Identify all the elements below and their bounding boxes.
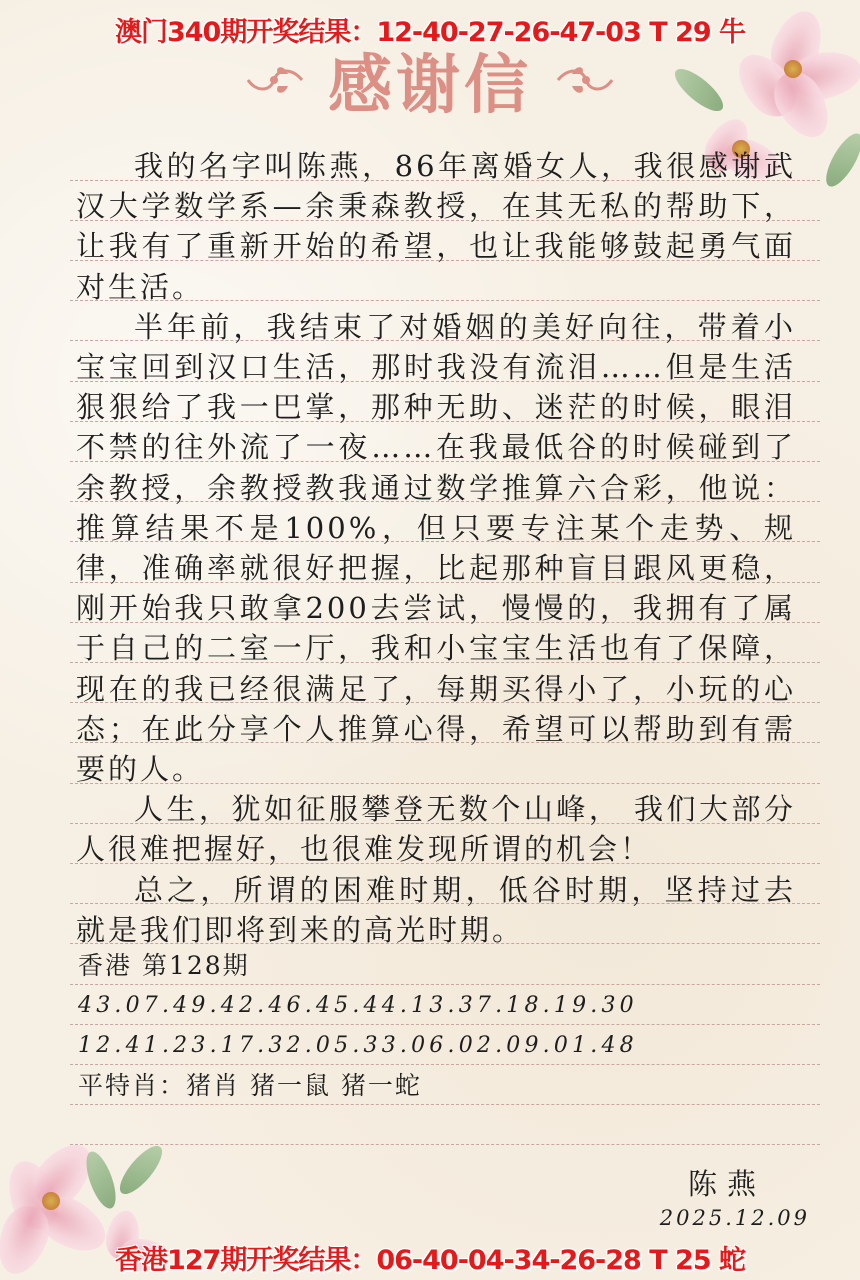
signature-date: 2025.12.09 [659,1206,810,1230]
lottery-result-banner-bottom: 香港127期开奖结果：06-40-04-34-26-28 T 25 蛇 [114,1245,746,1276]
lottery-result-banner-top: 澳门340期开奖结果：12-40-27-26-47-03 T 29 牛 [114,17,746,48]
signature-name: 陈燕 [687,1167,766,1201]
right-ornament-icon [554,60,616,100]
paragraph-3: 人生，犹如征服攀登无数个山峰， 我们大部分人很难把握好，也很难发现所谓的机会！ [76,792,796,867]
left-ornament-icon [244,60,306,100]
lottery-zodiac: 平特肖：猪肖 猪一鼠 猪一蛇 [78,1071,422,1100]
paragraph-4: 总之，所谓的困难时期，低谷时期，坚持过去就是我们即将到来的高光时期。 [76,872,796,947]
paragraph-2: 半年前，我结束了对婚姻的美好向往，带着小宝宝回到汉口生活，那时我没有流泪……但是生活狠狠给了我一巴掌，那种无助、迷茫的时候，眼泪不禁的往外流了一夜……在我最低谷的时候碰到了余教授，余教授教我通过数学推算六合彩，他说：推算结果不是100%，但只要专注某个走势、规律，准确率就很好把握，比起那种盲目跟风更稳，刚开始我只敢拿200去尝试，慢慢的，我拥有了属于自己的二室一厅，我和小宝宝生活也有了保障，现在的我已经很满足了，每期买得小了，小玩的心态；在此分享个人推算心得，希望可以帮助到有需要的人。 [76,309,796,787]
letter-body [76,146,796,950]
lottery-numbers-line-2: 12.41.23.17.32.05.33.06.02.09.01.48 [78,1033,638,1058]
paragraph-1: 我的名字叫陈燕，86年离婚女人，我很感谢武汉大学数学系—余秉森教授，在其无私的帮助下，让我有了重新开始的希望，也让我能够鼓起勇气面对生活。 [76,149,796,304]
lottery-section [78,946,798,1106]
lottery-numbers-line-1: 43.07.49.42.46.45.44.13.37.18.19.30 [78,993,638,1018]
lottery-heading: 香港 第128期 [78,951,250,980]
letter-title-area [0,40,860,123]
letter-title: 感谢信 [328,49,532,123]
